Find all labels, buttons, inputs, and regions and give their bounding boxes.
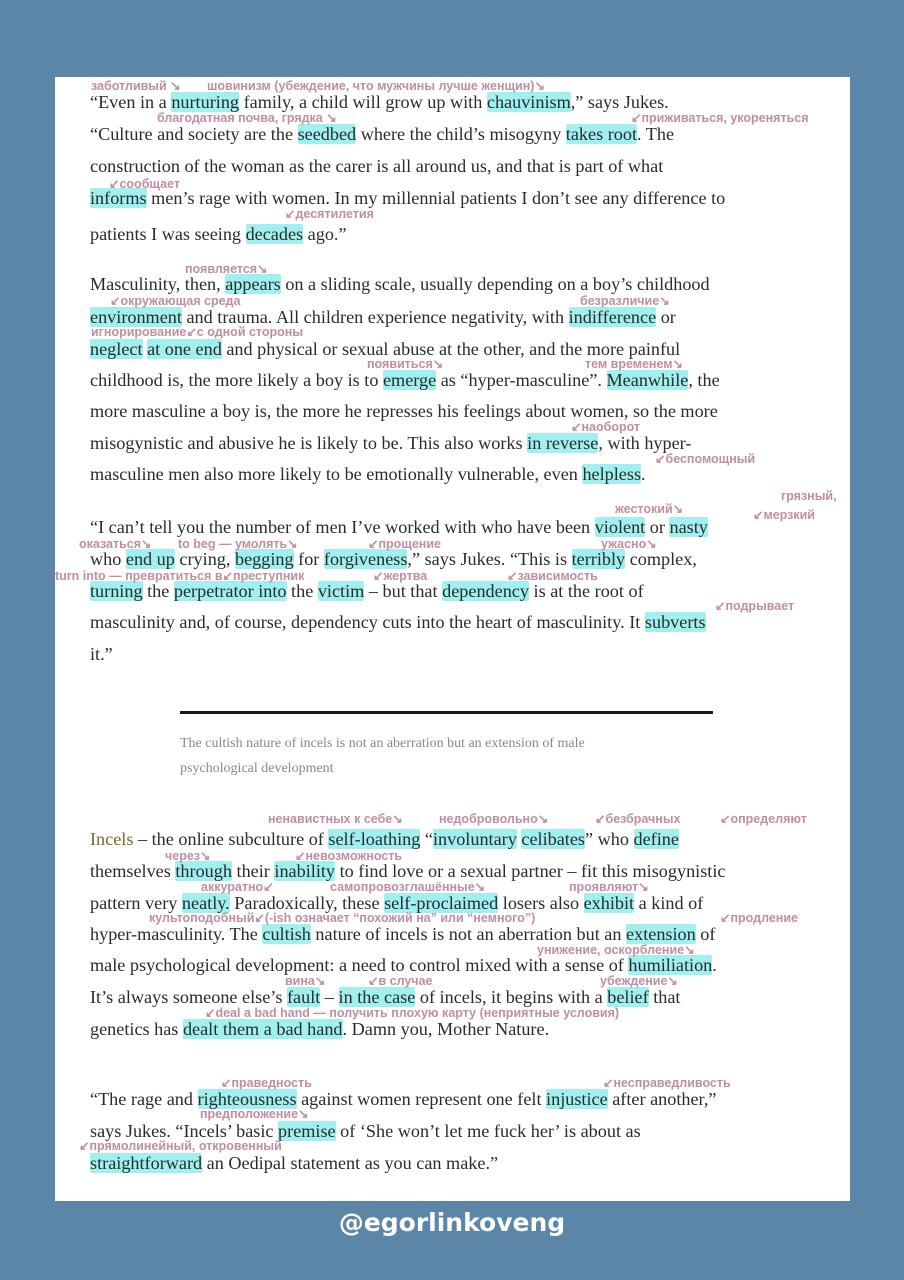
- text-line: pattern very neatly. Paradoxically, these self-proclaimed losers also exhibit a kind of: [90, 893, 704, 913]
- text-line: informs men’s rage with women. In my millennial patients I don’t see any difference to: [90, 188, 726, 208]
- annotation: ↙невозможность: [295, 849, 403, 863]
- annotation: игнорирование↙с одной стороны: [91, 325, 304, 339]
- highlighted-word: nasty: [669, 517, 708, 537]
- highlighted-word: informs: [90, 188, 147, 208]
- divider: [180, 711, 713, 714]
- highlighted-word: emerge: [382, 370, 437, 390]
- highlighted-word: forgiveness: [323, 549, 408, 569]
- annotation: ↙мерзкий: [753, 508, 815, 522]
- annotation: убеждение↘: [600, 974, 678, 988]
- highlighted-word: celibates: [521, 829, 585, 849]
- highlighted-word: injustice: [546, 1089, 608, 1109]
- annotation: недобровольно↘: [439, 812, 549, 826]
- annotation: шовинизм (убеждение, что мужчины лучше женщин)↘: [207, 79, 545, 93]
- annotation: безразличие↘: [580, 294, 670, 308]
- annotation: ↙deal a bad hand — получить плохую карту (неприятные условия): [205, 1006, 620, 1020]
- annotation: тем временем↘: [585, 357, 683, 371]
- text-line: hyper-masculinity. The cultish nature of incels is not an aberration but an extension of: [90, 924, 716, 944]
- text-line: turning the perpetrator into the victim – but that dependency is at the root of: [90, 581, 644, 601]
- highlighted-word: through: [175, 861, 232, 881]
- annotation: культоподобный↙(-ish означает “похожий на” или “немного”): [149, 911, 536, 925]
- highlighted-word: straightforward: [90, 1153, 203, 1173]
- annotation: ↙праведность: [221, 1076, 312, 1090]
- annotation: ненавистных к себе↘: [268, 812, 403, 826]
- highlighted-word: righteousness: [197, 1089, 297, 1109]
- highlighted-word: self-proclaimed: [384, 893, 499, 913]
- link-term[interactable]: Incels: [90, 829, 134, 849]
- text-line: masculinity and, of course, dependency cuts into the heart of masculinity. It subverts: [90, 612, 706, 632]
- highlighted-word: seedbed: [297, 124, 357, 144]
- highlighted-word: fault: [287, 987, 321, 1007]
- highlighted-word: humiliation: [628, 955, 713, 975]
- highlighted-word: self-loathing: [328, 829, 421, 849]
- highlighted-word: neglect: [90, 339, 143, 359]
- annotation: ↙безбрачных: [595, 812, 681, 826]
- text-line: childhood is, the more likely a boy is to emerge as “hyper-masculine”. Meanwhile, the: [90, 370, 720, 390]
- annotation: предположение↘: [200, 1107, 309, 1121]
- annotation: благодатная почва, грядка ↘: [157, 111, 337, 125]
- annotation: ↙определяют: [720, 812, 807, 826]
- highlighted-word: subverts: [644, 612, 706, 632]
- annotation: to beg — умолять↘: [178, 537, 298, 551]
- text-line: themselves through their inability to find love or a sexual partner – fit this misogynistic: [90, 861, 726, 881]
- annotation: turn into — превратиться в↙преступник: [55, 569, 305, 583]
- text-line: Masculinity, then, appears on a sliding scale, usually depending on a boy’s childhood: [90, 274, 710, 294]
- annotation: заботливый ↘: [91, 79, 181, 93]
- text-line: patients I was seeing decades ago.”: [90, 224, 347, 244]
- highlighted-word: appears: [225, 274, 281, 294]
- highlighted-word: inability: [274, 861, 336, 881]
- annotation: грязный,: [781, 489, 837, 503]
- highlighted-word: indifference: [568, 307, 657, 327]
- highlighted-word: extension: [626, 924, 696, 944]
- caption-line: The cultish nature of incels is not an aberration but an extension of male: [180, 736, 585, 751]
- annotation: появляется↘: [185, 262, 268, 276]
- text-line: masculine men also more likely to be emotionally vulnerable, even helpless.: [90, 464, 646, 484]
- highlighted-word: begging: [234, 549, 294, 569]
- text-line: “Even in a nurturing family, a child will grow up with chauvinism,” says Jukes.: [90, 92, 669, 112]
- highlighted-word: takes root: [565, 124, 637, 144]
- highlighted-word: involuntary: [432, 829, 517, 849]
- text-line: construction of the woman as the carer is all around us, and that is part of what: [90, 156, 664, 176]
- annotation: ужасно↘: [601, 537, 657, 551]
- annotation: жестокий↘: [615, 502, 684, 516]
- annotation: через↘: [165, 849, 211, 863]
- annotation: ↙подрывает: [715, 599, 795, 613]
- highlighted-word: cultish: [262, 924, 311, 944]
- text-line: straightforward an Oedipal statement as you can make.”: [90, 1153, 499, 1173]
- highlighted-word: dependency: [442, 581, 529, 601]
- highlighted-word: belief: [607, 987, 649, 1007]
- highlighted-word: exhibit: [583, 893, 635, 913]
- annotation: унижение, оскорбление↘: [537, 943, 695, 957]
- author-handle: @egorlinkoveng: [338, 1208, 566, 1237]
- annotation: аккуратно↙: [201, 880, 274, 894]
- annotation: ↙в случае: [368, 974, 433, 988]
- annotation: ↙прямолинейный, откровенный: [79, 1139, 282, 1153]
- highlighted-word: define: [633, 829, 679, 849]
- highlighted-word: environment: [90, 307, 182, 327]
- highlighted-word: in the case: [338, 987, 416, 1007]
- highlighted-word: neatly.: [181, 893, 230, 913]
- text-line: “I can’t tell you the number of men I’ve worked with who have been violent or nasty: [90, 517, 708, 537]
- highlighted-word: at one end: [147, 339, 222, 359]
- text-line: neglect at one end and physical or sexual abuse at the other, and the more painful: [90, 339, 681, 359]
- text-line: says Jukes. “Incels’ basic premise of ‘She won’t let me fuck her’ is about as: [90, 1121, 641, 1141]
- annotation: вина↘: [285, 974, 326, 988]
- article-page: [55, 77, 850, 1201]
- highlighted-word: victim: [317, 581, 365, 601]
- annotation: самопровозглашённые↘: [330, 880, 486, 894]
- annotation: оказаться↘: [79, 537, 152, 551]
- text-line: genetics has dealt them a bad hand. Damn you, Mother Nature.: [90, 1019, 550, 1039]
- annotation: ↙прощение: [368, 537, 441, 551]
- text-line: environment and trauma. All children experience negativity, with indifference or: [90, 307, 676, 327]
- highlighted-word: dealt them a bad hand: [182, 1019, 343, 1039]
- highlighted-word: in reverse: [527, 433, 599, 453]
- annotation: ↙беспомощный: [655, 452, 756, 466]
- highlighted-word: chauvinism: [486, 92, 571, 112]
- annotation: ↙приживаться, укореняться: [631, 111, 809, 125]
- annotation: ↙десятилетия: [285, 207, 374, 221]
- annotation: ↙окружающая среда: [110, 294, 241, 308]
- annotation: ↙жертва: [373, 569, 428, 583]
- highlighted-word: nurturing: [171, 92, 240, 112]
- annotation: появиться↘: [367, 357, 444, 371]
- text-line: male psychological development: a need to control mixed with a sense of humiliation.: [90, 955, 717, 975]
- text-line: Incels – the online subculture of self-loathing “involuntary celibates” who define: [90, 829, 679, 849]
- annotation: ↙зависимость: [507, 569, 598, 583]
- caption-line: psychological development: [180, 761, 334, 776]
- text-line: more masculine a boy is, the more he represses his feelings about women, so the more: [90, 401, 718, 421]
- highlighted-word: helpless: [582, 464, 642, 484]
- highlighted-word: perpetrator into: [173, 581, 287, 601]
- text-line: “Culture and society are the seedbed where the child’s misogyny takes root. The: [90, 124, 675, 144]
- highlighted-word: turning: [90, 581, 143, 601]
- text-line: it.”: [90, 644, 113, 664]
- annotation: ↙продление: [720, 911, 798, 925]
- highlighted-word: decades: [245, 224, 304, 244]
- annotation: ↙сообщает: [109, 177, 180, 191]
- annotation: проявляют↘: [569, 880, 649, 894]
- highlighted-word: Meanwhile: [606, 370, 689, 390]
- highlighted-word: end up: [125, 549, 175, 569]
- text-line: misogynistic and abusive he is likely to be. This also works in reverse, with hyper-: [90, 433, 692, 453]
- highlighted-word: premise: [278, 1121, 336, 1141]
- highlighted-word: terribly: [571, 549, 626, 569]
- text-line: “The rage and righteousness against women represent one felt injustice after another,”: [90, 1089, 717, 1109]
- highlighted-word: violent: [594, 517, 646, 537]
- text-line: who end up crying, begging for forgiveness,” says Jukes. “This is terribly complex,: [90, 549, 697, 569]
- annotation: ↙несправедливость: [603, 1076, 731, 1090]
- text-line: It’s always someone else’s fault – in the case of incels, it begins with a belief that: [90, 987, 681, 1007]
- annotation: ↙наоборот: [571, 420, 641, 434]
